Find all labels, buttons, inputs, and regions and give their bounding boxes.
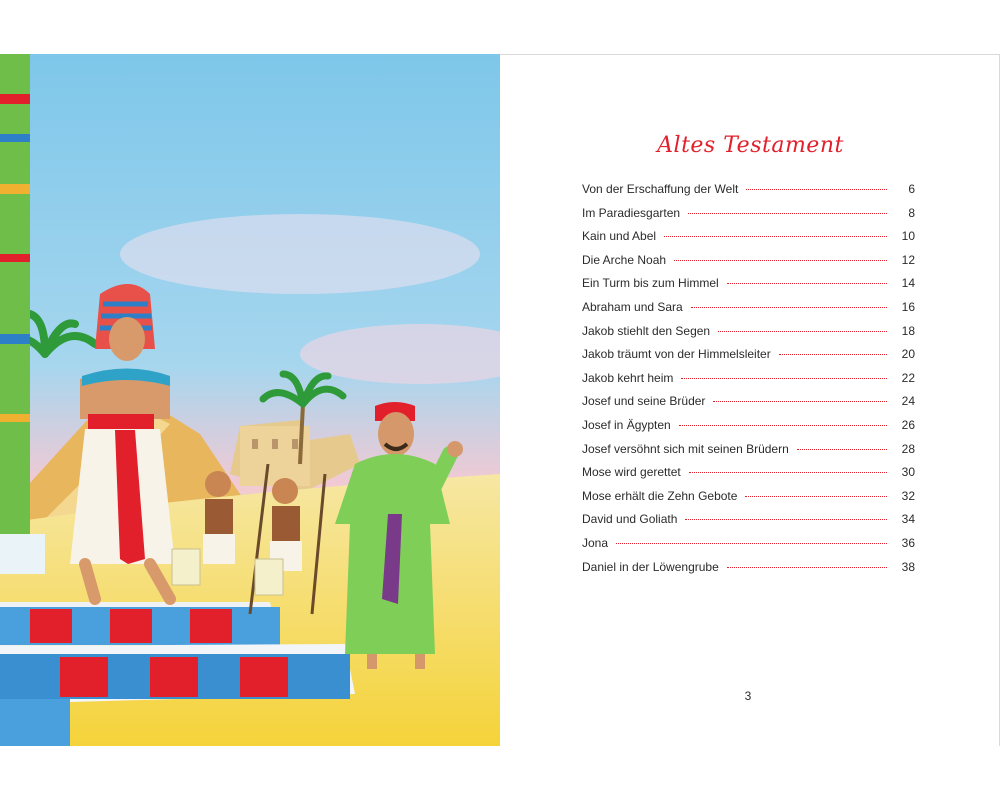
toc-entry-title: Mose wird gerettet — [582, 465, 681, 480]
toc-entry-page: 30 — [901, 465, 915, 480]
toc-entry-title: Jakob stiehlt den Segen — [582, 323, 711, 338]
toc-entry[interactable] — [582, 253, 915, 277]
dot-leader — [727, 283, 887, 284]
toc-entry[interactable] — [582, 324, 915, 348]
dot-leader — [746, 189, 887, 190]
toc-entry-title: David und Goliath — [582, 512, 678, 527]
section-title: Altes Testament — [657, 133, 844, 158]
dot-leader — [727, 567, 887, 568]
page-number: 3 — [744, 689, 752, 703]
toc-entry-title: Kain und Abel — [582, 229, 657, 244]
toc-entry-title: Jona — [582, 535, 609, 550]
dot-leader — [797, 449, 887, 450]
dot-leader — [685, 519, 887, 520]
table-of-contents — [582, 182, 915, 583]
book-spread — [0, 54, 1000, 746]
toc-entry-title: Mose erhält die Zehn Gebote — [582, 488, 738, 503]
toc-entry-page: 22 — [901, 370, 915, 385]
toc-entry-page: 32 — [901, 488, 915, 503]
toc-entry[interactable] — [582, 512, 915, 536]
dot-leader — [664, 236, 887, 237]
toc-entry-page: 8 — [908, 205, 915, 220]
toc-entry-title: Jakob kehrt heim — [582, 370, 674, 385]
toc-entry[interactable] — [582, 182, 915, 206]
toc-entry[interactable] — [582, 394, 915, 418]
toc-entry-page: 16 — [901, 299, 915, 314]
toc-entry-page: 38 — [901, 559, 915, 574]
toc-entry-title: Von der Erschaffung der Welt — [582, 182, 739, 196]
toc-entry[interactable] — [582, 442, 915, 466]
dot-leader — [679, 425, 887, 426]
dot-leader — [616, 543, 887, 544]
story-illustration — [0, 54, 500, 746]
toc-entry[interactable] — [582, 560, 915, 584]
toc-entry-title: Die Arche Noah — [582, 252, 667, 267]
toc-entry-page: 20 — [901, 347, 915, 362]
toc-entry-page: 6 — [908, 182, 915, 196]
toc-entry[interactable] — [582, 465, 915, 489]
toc-entry-page: 18 — [901, 323, 915, 338]
toc-entry[interactable] — [582, 276, 915, 300]
toc-entry[interactable] — [582, 206, 915, 230]
toc-entry[interactable] — [582, 536, 915, 560]
toc-entry-page: 10 — [901, 229, 915, 244]
toc-entry-page: 34 — [901, 512, 915, 527]
toc-entry-title: Josef und seine Brüder — [582, 394, 706, 409]
dot-leader — [689, 472, 887, 473]
toc-entry[interactable] — [582, 489, 915, 513]
toc-entry-title: Abraham und Sara — [582, 299, 683, 314]
toc-entry-title: Josef in Ägypten — [582, 417, 671, 432]
dot-leader — [718, 331, 887, 332]
toc-entry[interactable] — [582, 371, 915, 395]
toc-entry[interactable] — [582, 300, 915, 324]
toc-entry-title: Ein Turm bis zum Himmel — [582, 276, 719, 291]
toc-entry-page: 14 — [901, 276, 915, 291]
toc-entry[interactable] — [582, 418, 915, 442]
dot-leader — [713, 401, 887, 402]
toc-entry-title: Daniel in der Löwengrube — [582, 559, 719, 574]
toc-entry-page: 28 — [901, 441, 915, 456]
dot-leader — [779, 354, 887, 355]
dot-leader — [688, 213, 887, 214]
toc-entry-page: 36 — [901, 535, 915, 550]
dot-leader — [745, 496, 887, 497]
toc-entry-page: 24 — [901, 394, 915, 409]
toc-entry-title: Im Paradiesgarten — [582, 205, 681, 220]
toc-entry[interactable] — [582, 347, 915, 371]
contents-page — [500, 54, 1000, 746]
toc-entry-title: Josef versöhnt sich mit seinen Brüdern — [582, 441, 789, 456]
dot-leader — [691, 307, 887, 308]
illustration-artwork — [0, 54, 500, 746]
dot-leader — [674, 260, 887, 261]
toc-entry[interactable] — [582, 229, 915, 253]
toc-entry-page: 26 — [901, 417, 915, 432]
toc-entry-page: 12 — [901, 252, 915, 267]
toc-entry-title: Jakob träumt von der Himmelsleiter — [582, 347, 771, 362]
dot-leader — [681, 378, 887, 379]
